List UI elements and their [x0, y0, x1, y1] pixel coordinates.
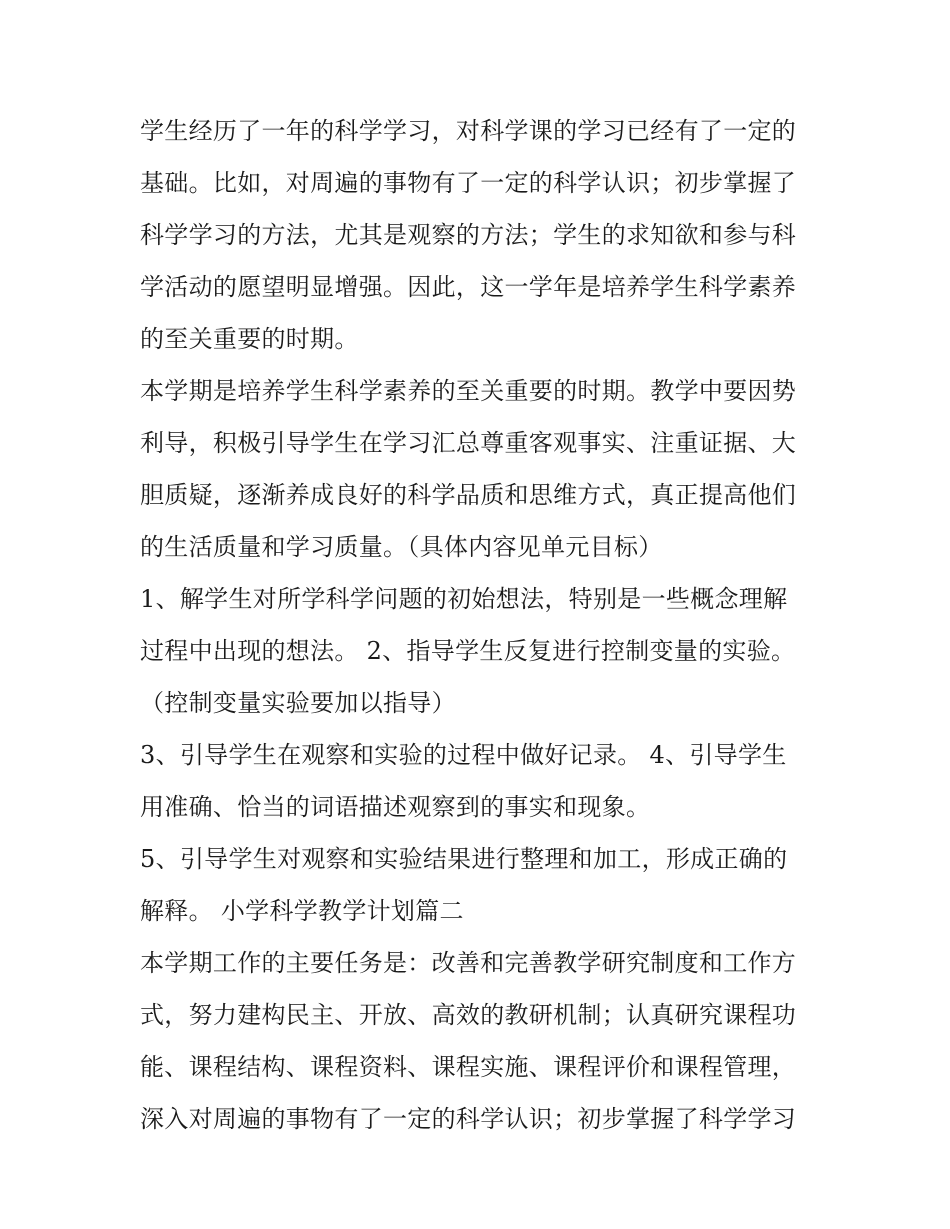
- text-line: 解释。 小学科学教学计划篇二: [140, 897, 464, 925]
- document-body: [140, 105, 830, 1145]
- text-line: 本学期工作的主要任务是：改善和完善教学研究制度和工作方: [140, 949, 797, 977]
- text-line: 的至关重要的时期。: [140, 325, 359, 353]
- text-line: 用准确、恰当的词语描述观察到的事实和现象。: [140, 793, 651, 821]
- text-line: 本学期是培养学生科学素养的至关重要的时期。教学中要因势: [140, 377, 797, 405]
- text-line: 3、引导学生在观察和实验的过程中做好记录。 4、引导学生: [140, 741, 787, 769]
- text-line: 科学学习的方法，尤其是观察的方法；学生的求知欲和参与科: [140, 221, 797, 249]
- text-line: 深入对周遍的事物有了一定的科学认识；初步掌握了科学学习: [140, 1105, 797, 1133]
- text-line: 能、课程结构、课程资料、课程实施、课程评价和课程管理，: [140, 1053, 797, 1081]
- text-line: （控制变量实验要加以指导）: [140, 689, 456, 717]
- text-line: 利导，积极引导学生在学习汇总尊重客观事实、注重证据、大: [140, 429, 797, 457]
- text-line: 式，努力建构民主、开放、高效的教研机制；认真研究课程功: [140, 1001, 797, 1029]
- text-line: 学生经历了一年的科学学习，对科学课的学习已经有了一定的: [140, 117, 797, 145]
- text-line: 基础。比如，对周遍的事物有了一定的科学认识；初步掌握了: [140, 169, 797, 197]
- text-line: 学活动的愿望明显增强。因此，这一学年是培养学生科学素养: [140, 273, 797, 301]
- text-line: 胆质疑，逐渐养成良好的科学品质和思维方式，真正提高他们: [140, 481, 797, 509]
- text-line: 的生活质量和学习质量。（具体内容见单元目标）: [140, 533, 663, 561]
- text-line: 1、解学生对所学科学问题的初始想法，特别是一些概念理解: [140, 585, 788, 613]
- text-line: 过程中出现的想法。 2、指导学生反复进行控制变量的实验。: [140, 637, 796, 665]
- text-line: 5、引导学生对观察和实验结果进行整理和加工，形成正确的: [140, 845, 788, 873]
